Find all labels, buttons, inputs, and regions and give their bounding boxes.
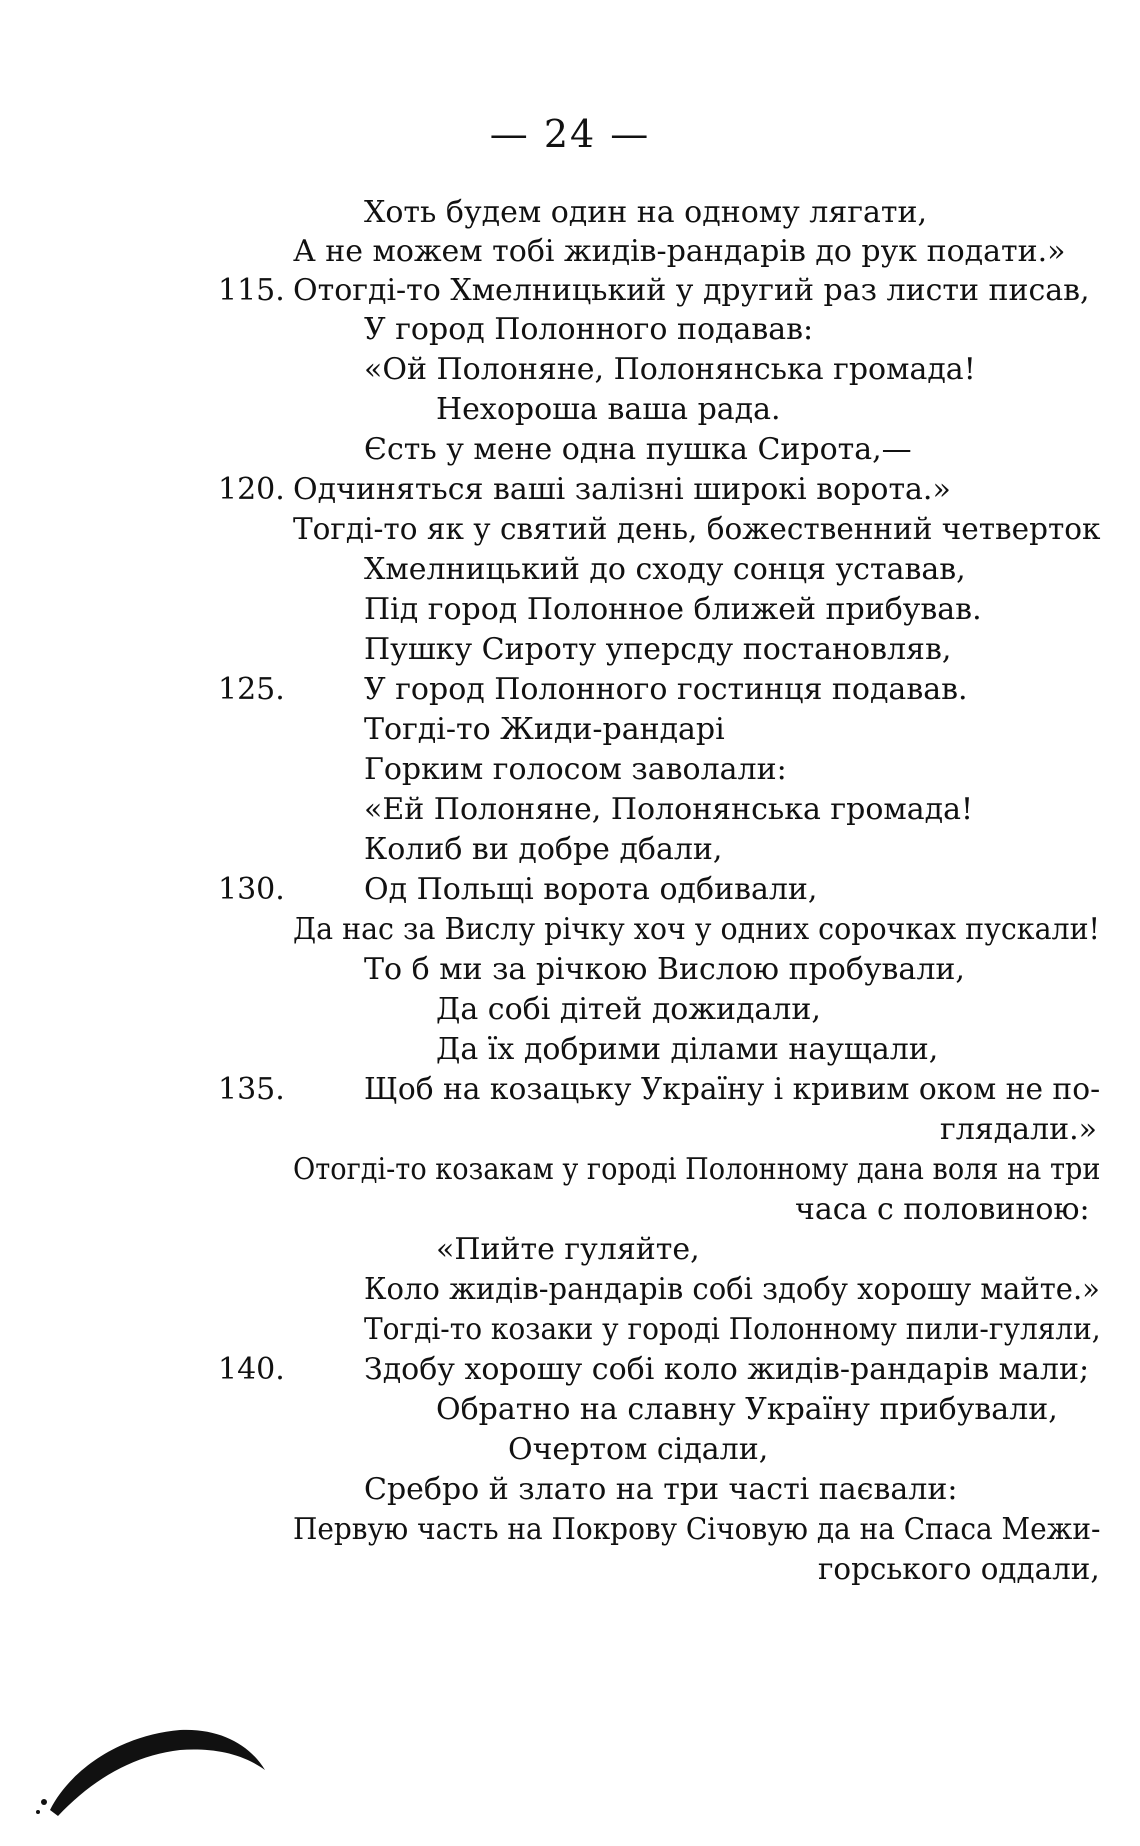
- poem-line: Пушку Сироту уперсду постановляв,: [364, 632, 952, 667]
- poem-line: Да нас за Вислу річку хоч у одних сорочках пускали!: [293, 912, 1100, 947]
- poem-line: Да собі дітей дожидали,: [436, 992, 821, 1027]
- poem-line: А не можем тобі жидів-рандарів до рук подати.»: [293, 234, 1066, 269]
- poem-line: Хмелницький до сходу сонця уставав,: [364, 552, 966, 587]
- line-number: 120.: [218, 472, 285, 507]
- poem-line: «Пийте гуляйте,: [436, 1232, 700, 1267]
- poem-line: Сребро й злато на три часті паєвали:: [364, 1472, 958, 1507]
- poem-line: «Ой Полоняне, Полонянська громада!: [364, 352, 976, 387]
- poem-line: Да їх добрими ділами наущали,: [436, 1032, 939, 1067]
- line-number: 130.: [218, 872, 285, 907]
- poem-line: Первую часть на Покрову Січовую да на Спаса Межи-: [293, 1512, 1101, 1547]
- poem-line: Хоть будем один на одному лягати,: [364, 195, 927, 230]
- poem-line: У город Полонного подавав:: [364, 312, 814, 347]
- poem-line: Під город Полонное ближей прибував.: [364, 592, 982, 627]
- poem-line: Горким голосом заволали:: [364, 752, 787, 787]
- poem-line: Єсть у мене одна пушка Сирота,—: [364, 432, 912, 467]
- poem-line: У город Полонного гостинця подавав.: [364, 672, 968, 707]
- poem-line: Одчиняться ваші залізні широкі ворота.»: [293, 472, 951, 507]
- poem-line: «Ей Полоняне, Полонянська громада!: [364, 792, 974, 827]
- poem-line: часа с половиною:: [795, 1192, 1090, 1227]
- poem-line: Обратно на славну Україну прибували,: [436, 1392, 1058, 1427]
- poem-line: Од Польщі ворота одбивали,: [364, 872, 818, 907]
- poem-line: Тогді-то козаки у городі Полонному пили-гуляли,: [364, 1312, 1101, 1347]
- page-number: — 24 —: [489, 112, 651, 156]
- poem-line: глядали.»: [940, 1112, 1098, 1147]
- line-number: 135.: [218, 1072, 285, 1107]
- poem-line: То б ми за річкою Вислою пробували,: [364, 952, 965, 987]
- line-number: 140.: [218, 1352, 285, 1387]
- poem-line: Колиб ви добре дбали,: [364, 832, 723, 867]
- poem-line: Коло жидів-рандарів собі здобу хорошу майте.»: [364, 1272, 1100, 1307]
- poem-line: Отогді-то Хмелницький у другий раз листи писав,: [293, 273, 1090, 308]
- poem-line: Здобу хорошу собі коло жидів-рандарів мали;: [364, 1352, 1090, 1387]
- line-number: 115.: [218, 273, 285, 308]
- poem-line: Щоб на козацьку Україну і кривим оком не по-: [364, 1072, 1101, 1107]
- poem-line: Нехороша ваша рада.: [436, 392, 781, 427]
- poem-line: Тогді-то Жиди-рандарі: [364, 712, 725, 747]
- poem-line: горського оддали,: [818, 1552, 1100, 1587]
- poem-line: Очертом сідали,: [508, 1432, 769, 1467]
- poem-line: Тогді-то як у святий день, божественний четверток: [293, 512, 1101, 547]
- line-number: 125.: [218, 672, 285, 707]
- poem-line: Отогді-то козакам у городі Полонному дана воля на три: [293, 1152, 1101, 1187]
- ink-smudge: [30, 1690, 270, 1820]
